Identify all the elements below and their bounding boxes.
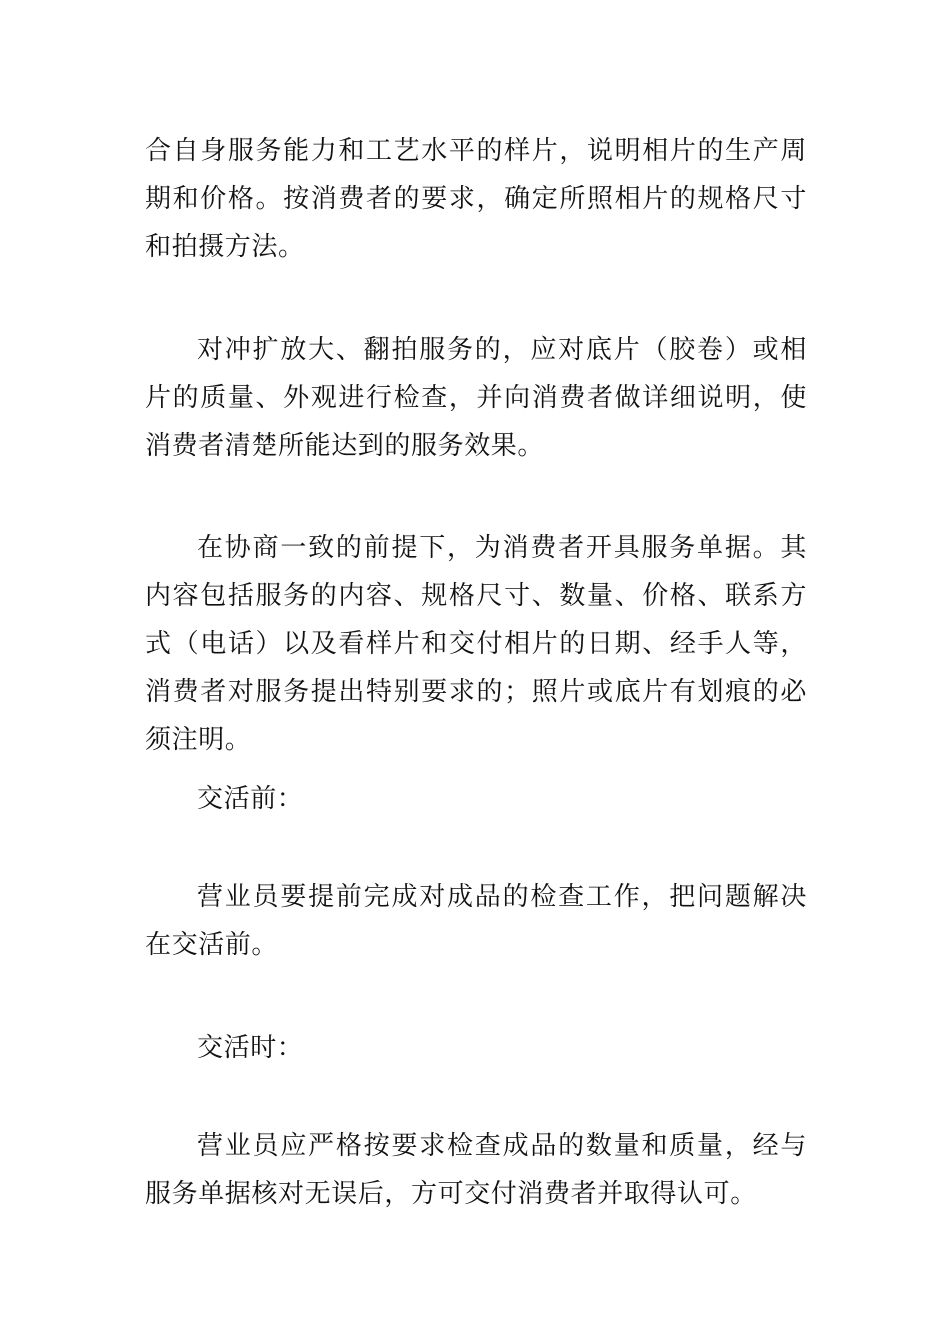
paragraph-continuation: 合自身服务能力和工艺水平的样片，说明相片的生产周期和价格。按消费者的要求，确定所照相片的规格尺寸和拍摄方法。: [145, 136, 807, 262]
heading-at-delivery: 交活时：: [197, 1033, 304, 1063]
paragraph-before-delivery: 营业员要提前完成对成品的检查工作，把问题解决在交活前。: [145, 882, 807, 960]
paragraph-reprint-service: 对冲扩放大、翻拍服务的，应对底片（胶卷）或相片的质量、外观进行检查，并向消费者做详细说明，使消费者清楚所能达到的服务效果。: [145, 335, 807, 461]
paragraph-at-delivery: 营业员应严格按要求检查成品的数量和质量，经与服务单据核对无误后，方可交付消费者并取得认可。: [145, 1131, 807, 1209]
paragraph-service-receipt: 在协商一致的前提下，为消费者开具服务单据。其内容包括服务的内容、规格尺寸、数量、价格、联系方式（电话）以及看样片和交付相片的日期、经手人等，消费者对服务提出特别要求的；照片或底片有划痕的必须注明。: [145, 533, 807, 755]
heading-before-delivery: 交活前：: [197, 784, 304, 814]
